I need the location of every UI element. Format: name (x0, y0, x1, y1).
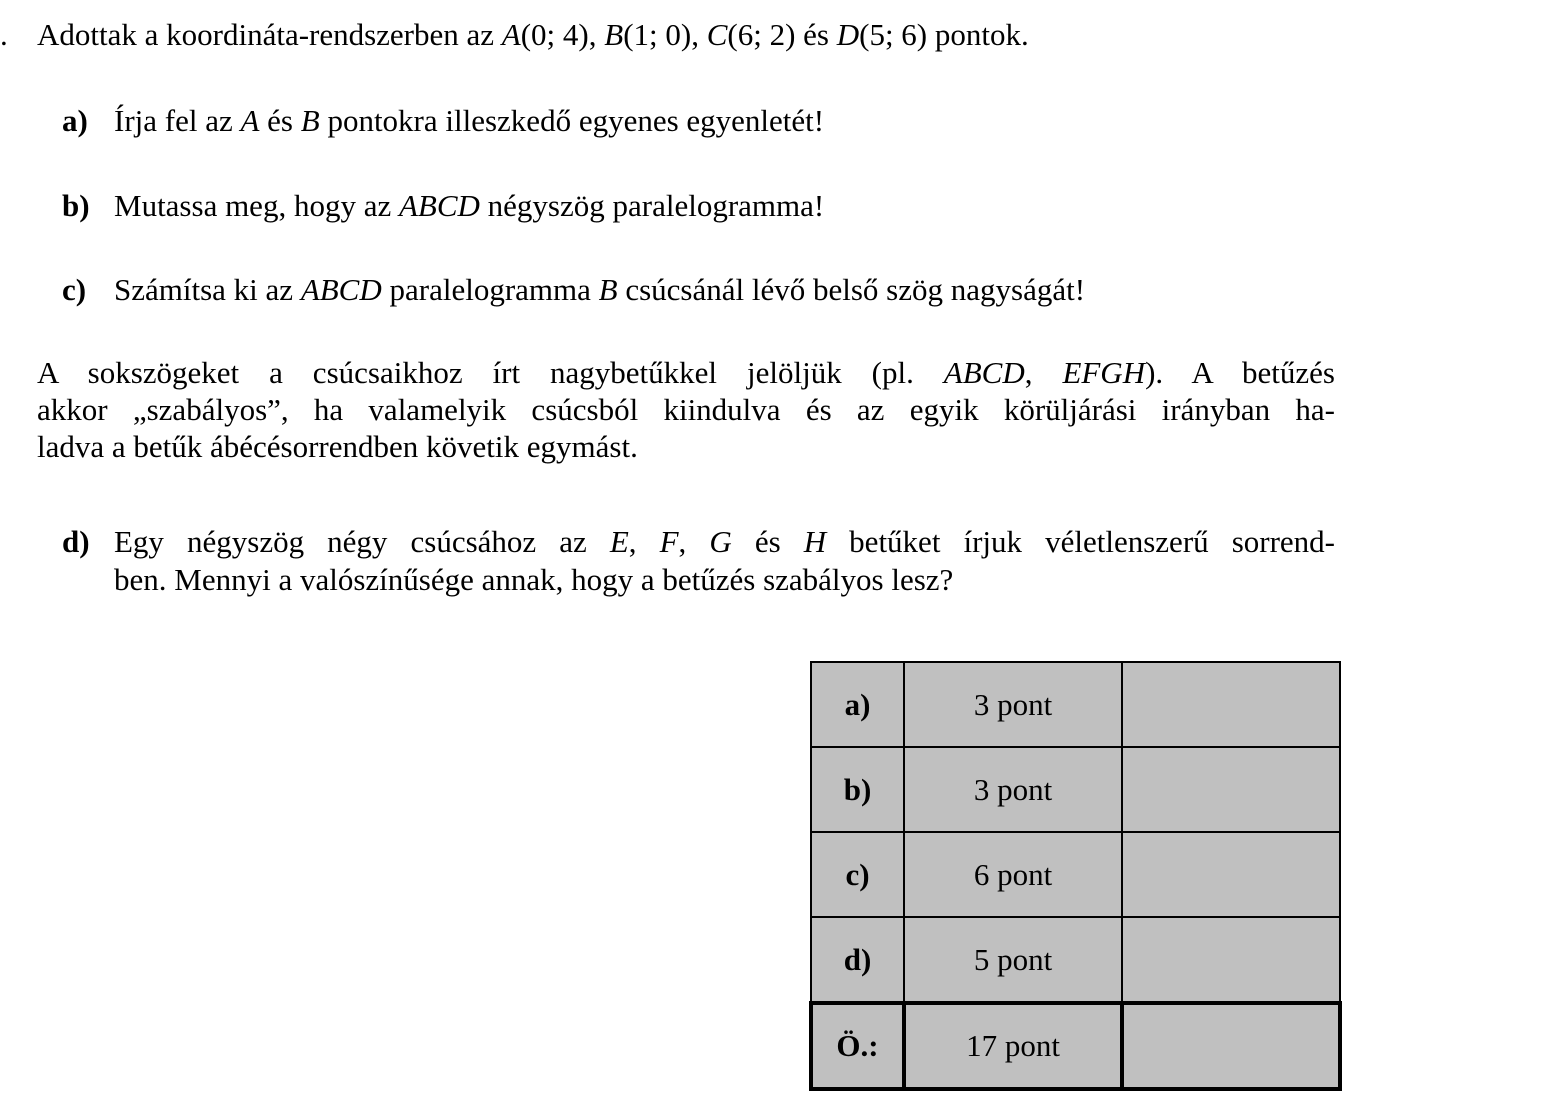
table-row (811, 917, 1340, 1003)
score-points-cell: 3 pont (904, 662, 1122, 747)
total-earned-cell[interactable] (1122, 1003, 1340, 1089)
score-part-cell: d) (811, 917, 904, 1003)
score-part-cell: c) (811, 832, 904, 917)
subtask-d-line-1: Egy négyszög négy csúcsához az E, F, G és H betűket írjuk véletlenszerű sorrend- (114, 524, 1336, 559)
task-number-marker: . (0, 17, 8, 52)
score-part-cell: b) (811, 747, 904, 832)
subtask-b: b) Mutassa meg, hogy az ABCD négyszög paralelogramma! (62, 188, 825, 223)
table-row (811, 747, 1340, 832)
total-row (811, 1003, 1340, 1089)
subtask-d-label: d) (62, 524, 90, 559)
total-points-cell: 17 pont (904, 1003, 1122, 1089)
score-earned-cell[interactable] (1122, 917, 1340, 1003)
subtask-c-label: c) (62, 272, 87, 307)
score-earned-cell[interactable] (1122, 662, 1340, 747)
score-points-cell: 5 pont (904, 917, 1122, 1003)
subtask-d (62, 523, 1335, 599)
subtask-c: c) Számítsa ki az ABCD paralelogramma B csúcsánál lévő belső szög nagyságát! (62, 272, 1086, 307)
lettering-rule-paragraph (37, 354, 1335, 465)
score-earned-cell[interactable] (1122, 747, 1340, 832)
score-points-cell: 6 pont (904, 832, 1122, 917)
score-table (809, 661, 1342, 1091)
table-row (811, 662, 1340, 747)
subtask-d-line-2: ben. Mennyi a valószínűsége annak, hogy a betűzés szabályos lesz? (114, 562, 954, 597)
table-row (811, 832, 1340, 917)
subtask-a-label: a) (62, 103, 88, 138)
problem-intro: Adottak a koordináta-rendszerben az A(0; 4), B(1; 0), C(6; 2) és D(5; 6) pontok. (37, 17, 1029, 52)
total-label-cell: Ö.: (811, 1003, 904, 1089)
paragraph-line-2: akkor „szabályos”, ha valamelyik csúcsból kiindulva és az egyik körüljárási irányban ha- (37, 392, 1335, 427)
subtask-b-label: b) (62, 188, 90, 223)
paragraph-line-1: A sokszögeket a csúcsaikhoz írt nagybetűkkel jelöljük (pl. ABCD, EFGH). A betűzés (37, 355, 1335, 390)
paragraph-line-3: ladva a betűk ábécésorrendben követik egymást. (37, 429, 638, 464)
score-points-cell: 3 pont (904, 747, 1122, 832)
subtask-a: a) Írja fel az A és B pontokra illeszkedő egyenes egyenletét! (62, 103, 825, 138)
score-part-cell: a) (811, 662, 904, 747)
score-earned-cell[interactable] (1122, 832, 1340, 917)
